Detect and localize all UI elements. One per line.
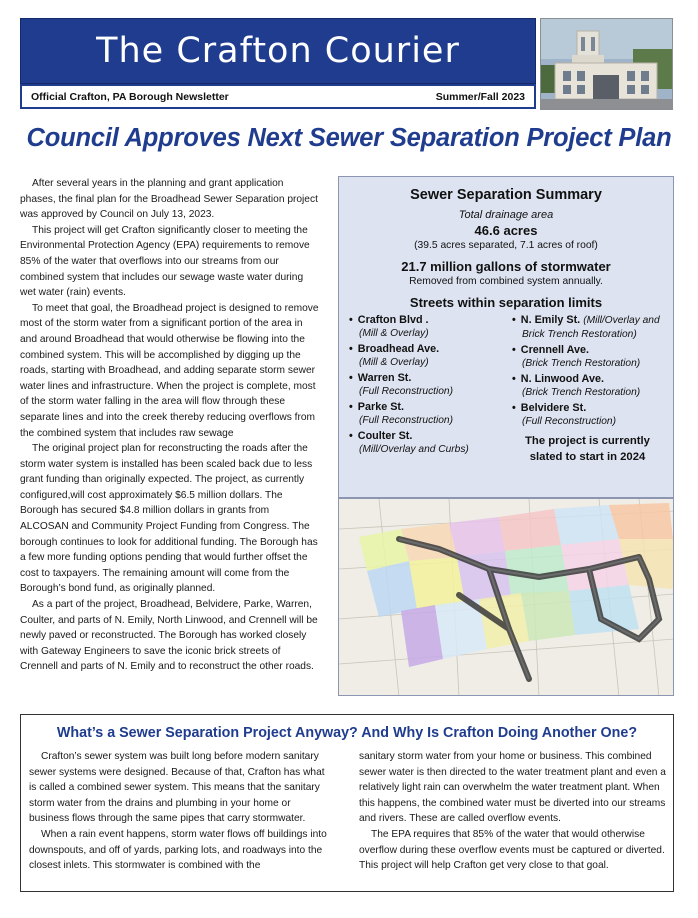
- street-item: [349, 342, 506, 370]
- newsletter-title: The Crafton Courier: [96, 31, 460, 71]
- article-paragraph: To meet that goal, the Broadhead project is designed to remove most of the storm water from a significant portion of the area in and around Broadhead that would otherwise be flowing into the combined system. This will be accomplished by digging up the roads, starting with Broadhead, and adding separate storm sewer water lines and infrastructure. When the project is complete, most of the storm water falling in the area will flow through these separate lines and into the creek thereby reducing overflows from the combined system that includes raw sewage: [20, 302, 319, 439]
- street-name: • Parke St.: [349, 400, 506, 414]
- streets-list: [349, 313, 663, 465]
- main-headline: Council Approves Next Sewer Separation Project Plan: [26, 124, 672, 152]
- stormwater-value: 21.7 million gallons of stormwater: [401, 259, 611, 274]
- explainer-box: [20, 714, 674, 892]
- summary-title: Sewer Separation Summary: [410, 187, 602, 203]
- article-paragraph: After several years in the planning and grant application phases, the final plan for the Broadhead Sewer Separation project was approved by Council on July 13, 2023.: [20, 178, 318, 221]
- explainer-left-column: [29, 749, 329, 874]
- project-area-map: [338, 498, 674, 696]
- masthead-banner: [20, 18, 536, 84]
- street-name: • Crennell Ave.: [512, 343, 663, 357]
- streets-left-column: [349, 313, 506, 465]
- street-name: • Belvidere St.: [512, 401, 663, 415]
- street-item: [512, 401, 663, 429]
- street-name: • N. Linwood Ave.: [512, 372, 663, 386]
- street-note: (Mill & Overlay): [359, 328, 429, 339]
- street-name: • Warren St.: [349, 371, 506, 385]
- street-note: (Full Reconstruction): [359, 386, 453, 397]
- street-note: (Brick Trench Restoration): [522, 358, 641, 369]
- explainer-paragraph: When a rain event happens, storm water flows off buildings into downspouts, and off of yards, parking lots, and roadways into the closest inlets. This stormwater is combined with the: [29, 828, 327, 872]
- article-paragraph: The original project plan for reconstructing the roads after the storm water system is installed has been scaled back due to less grant funding than originally expected. The project, as currently configured,will cost approximately $6.5 million dollars. The Borough has secured $4.8 million dollars in grants from ALCOSAN and Community Project Funding from Congress. The borough continues to look for additional funding. The Borough has a few more funding options pending that would further offset the cost to taxpayers. The remaining amount will come from the Borough’s bond fund, as originally planned.: [20, 443, 318, 595]
- issue-label: Summer/Fall 2023: [435, 90, 525, 103]
- street-name: • Crafton Blvd .: [349, 313, 506, 327]
- building-illustration: [541, 19, 673, 110]
- stormwater-detail: Removed from combined system annually.: [409, 276, 603, 287]
- street-item: [512, 372, 663, 400]
- project-start-note: [512, 433, 663, 465]
- street-name: [512, 313, 663, 328]
- street-note: (Full Reconstruction): [522, 416, 616, 427]
- street-item: [349, 371, 506, 399]
- drainage-detail: (39.5 acres separated, 7.1 acres of roof): [414, 240, 598, 251]
- map-illustration: [339, 499, 674, 696]
- street-item: [512, 343, 663, 371]
- explainer-title: What’s a Sewer Separation Project Anyway? And Why Is Crafton Doing Another One?: [56, 725, 638, 741]
- street-item: [349, 429, 506, 457]
- explainer-paragraph: The EPA requires that 85% of the water that would otherwise overflow during these overflow events must be captured or diverted. This project will help Crafton get very close to that goal.: [359, 828, 665, 872]
- street-name-text: N. Emily St.: [520, 314, 581, 326]
- article-body: [20, 176, 320, 675]
- masthead-subbar: [20, 84, 536, 109]
- street-note-inline: (Mill/Overlay and: [583, 315, 660, 326]
- article-paragraph: As a part of the project, Broadhead, Belvidere, Parke, Warren, Coulter, and parts of N. Emily, North Linwood, and Crennell will be newly paved or reconstructed. The Borough has worked closely with Gateway Engineers to save the iconic brick streets of Crennell and parts of N. Emily and to reconstruct the other roads.: [20, 599, 318, 673]
- street-item: [349, 313, 506, 341]
- street-name: • Broadhead Ave.: [349, 342, 506, 356]
- article-paragraph: This project will get Crafton significantly closer to meeting the Environmental Protection Agency (EPA) requirements to remove 85% of the water that overflows into our streams from our combined system that includes our sewage waste water during wet water (rain) events.: [20, 224, 310, 299]
- newsletter-tagline: Official Crafton, PA Borough Newsletter: [31, 90, 229, 103]
- drainage-value: 46.6 acres: [474, 223, 538, 238]
- drainage-label: Total drainage area: [458, 209, 554, 221]
- streets-right-column: [506, 313, 663, 465]
- street-note: (Mill & Overlay): [359, 357, 429, 368]
- sewer-summary-box: [338, 176, 674, 498]
- slated-line: The project is currently: [525, 435, 650, 447]
- street-note: (Mill/Overlay and Curbs): [359, 444, 469, 455]
- explainer-paragraph: sanitary storm water from your home or business. This combined sewer water is then directed to the water treatment plant and even a relatively light rain can overwhelm the water treatment plant. When this happens, the combined water must be diverted into our streams and rivers. These are called overflow events.: [359, 751, 666, 825]
- street-item: [349, 400, 506, 428]
- street-note: (Brick Trench Restoration): [522, 387, 641, 398]
- street-item: [512, 313, 663, 342]
- explainer-paragraph: Crafton’s sewer system was built long before modern sanitary sewer systems were designed. Because of that, Crafton has what is called a combined sewer system. This means that the sanitary storm water from the drains and plumbing in your home or business flows through the same pipes that carry stormwater.: [29, 751, 325, 825]
- streets-heading: Streets within separation limits: [409, 295, 603, 310]
- street-note: Brick Trench Restoration): [522, 329, 637, 340]
- street-name: • Coulter St.: [349, 429, 506, 443]
- explainer-right-column: [359, 749, 667, 874]
- slated-line: slated to start in 2024: [529, 451, 646, 463]
- borough-building-photo: [540, 18, 673, 110]
- street-note: (Full Reconstruction): [359, 415, 453, 426]
